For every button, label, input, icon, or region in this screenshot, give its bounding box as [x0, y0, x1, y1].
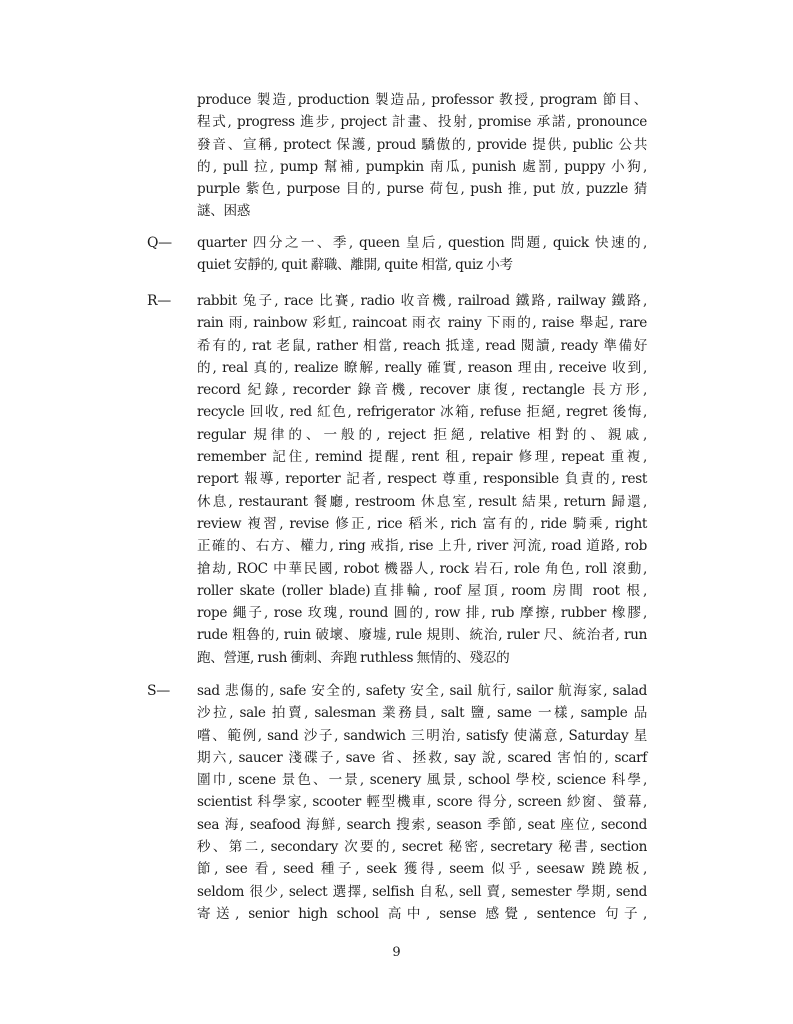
text-line: 謎、困惑: [197, 203, 250, 220]
text-line: rabbit 兔子, race 比賽, radio 收音機, railroad 鐵路, railway 鐵路,: [197, 293, 647, 309]
text-line: 嚐、範例, sand 沙子, sandwich 三明治, satisfy 使滿意, Saturday 星: [197, 727, 647, 744]
text-line: quiet 安靜的, quit 辭職、離開, quite 相當, quiz 小考: [197, 257, 513, 274]
text-line: 的, pull 拉, pump 幫補, pumpkin 南瓜, punish 處罰, puppy 小狗,: [197, 158, 647, 175]
section-p-body: [197, 89, 647, 223]
text-line: 期六, saucer 淺碟子, save 省、拯救, say 說, scared 害怕的, scarf: [197, 749, 647, 766]
text-line: 程式, progress 進步, project 計畫、投射, promise 承諾, pronounce: [197, 114, 647, 131]
text-line: 休息, restaurant 餐廳, restroom 休息室, result 結果, return 歸還,: [197, 493, 647, 510]
text-line: remember 記住, remind 提醒, rent 租, repair 修理, repeat 重複,: [197, 449, 647, 466]
section-label: S—: [147, 683, 170, 699]
text-line: regular 規律的、一般的, reject 拒絕, relative 相對的、親戚,: [197, 426, 647, 443]
section-label: Q—: [147, 235, 172, 251]
text-line: recycle 回收, red 紅色, refrigerator 冰箱, refuse 拒絕, regret 後悔,: [197, 404, 647, 421]
text-line: 沙拉, sale 拍賣, salesman 業務員, salt 鹽, same 一樣, sample 品: [197, 705, 647, 722]
text-line: rain 雨, rainbow 彩虹, raincoat 雨衣 rainy 下雨的, raise 舉起, rare: [197, 315, 647, 332]
text-line: roller skate (roller blade)直排輪, roof 屋頂, room 房間 root 根,: [197, 582, 647, 599]
text-line: 發音、宣稱, protect 保護, proud 驕傲的, provide 提供, public 公共: [197, 136, 647, 153]
text-line: 秒、第二, secondary 次要的, secret 秘密, secretary 秘書, section: [197, 839, 647, 856]
text-line: record 紀錄, recorder 錄音機, recover 康復, rectangle 長方形,: [197, 382, 647, 399]
text-line: 跑、營運, rush 衝刺、奔跑 ruthless 無情的、殘忍的: [197, 649, 510, 666]
text-line: review 複習, revise 修正, rice 稻米, rich 富有的, ride 騎乘, right: [197, 515, 647, 532]
text-line: 寄送, senior high school 高中, sense 感覺, sentence 句子,: [197, 905, 647, 922]
text-line: sea 海, seafood 海鮮, search 搜索, season 季節, seat 座位, second: [197, 816, 647, 833]
text-line: purple 紫色, purpose 目的, purse 荷包, push 推, put 放, puzzle 猜: [197, 181, 647, 198]
text-line: 的, real 真的, realize 瞭解, really 確實, reason 理由, receive 收到,: [197, 359, 647, 376]
text-line: rude 粗魯的, ruin 破壞、廢墟, rule 規則、統治, ruler 尺、統治者, run: [197, 627, 647, 644]
section-s-body: [197, 680, 647, 925]
section-label: R—: [147, 293, 171, 309]
text-line: quarter 四分之一、季, queen 皇后, question 問題, quick 快速的,: [197, 235, 647, 251]
text-line: rope 繩子, rose 玫瑰, round 圓的, row 排, rub 摩擦, rubber 橡膠,: [197, 605, 647, 622]
text-line: 圍巾, scene 景色、一景, scenery 風景, school 學校, science 科學,: [197, 772, 647, 789]
section-q-body: [197, 232, 647, 277]
text-line: scientist 科學家, scooter 輕型機車, score 得分, screen 紗窗、螢幕,: [197, 794, 647, 811]
text-line: 正確的、右方、權力, ring 戒指, rise 上升, river 河流, road 道路, rob: [197, 538, 647, 555]
text-line: 節, see 看, seed 種子, seek 獲得, seem 似乎, seesaw 蹺蹺板,: [197, 861, 647, 878]
text-line: sad 悲傷的, safe 安全的, safety 安全, sail 航行, sailor 航海家, salad: [197, 683, 647, 699]
text-line: report 報導, reporter 記者, respect 尊重, responsible 負責的, rest: [197, 471, 647, 488]
page-number: 9: [392, 945, 401, 960]
text-line: 搶劫, ROC 中華民國, robot 機器人, rock 岩石, role 角色, roll 滾動,: [197, 560, 647, 577]
section-r-body: [197, 290, 647, 669]
text-line: 希有的, rat 老鼠, rather 相當, reach 抵達, read 閱讀, ready 準備好: [197, 337, 647, 354]
text-line: produce 製造, production 製造品, professor 教授, program 節目、: [197, 92, 647, 108]
text-line: seldom 很少, select 選擇, selfish 自私, sell 賣, semester 學期, send: [197, 883, 647, 900]
